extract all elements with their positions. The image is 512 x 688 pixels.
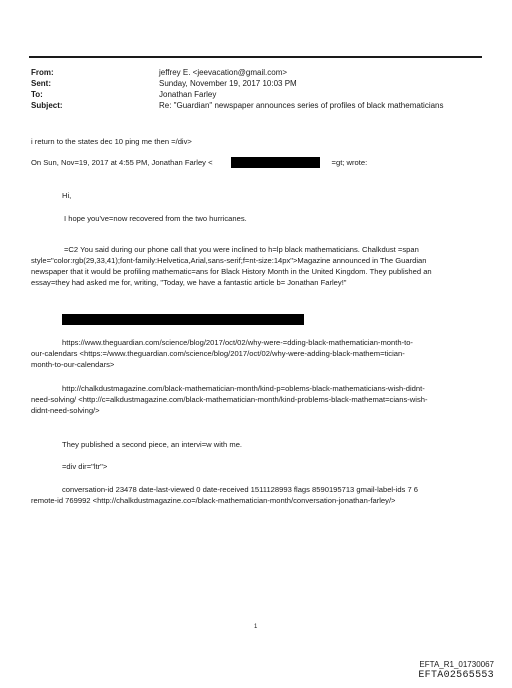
- reply-line: i return to the states dec 10 ping me then =/div>: [31, 137, 192, 146]
- quote-intro-before: On Sun, Nov=19, 2017 at 4:55 PM, Jonathan Farley <: [31, 158, 213, 167]
- header-rule: [29, 56, 482, 58]
- meta-line1: conversation-id 23478 date-last-viewed 0 date-received 1511128993 flags 8590195713 gmail-label-ids 7 6: [62, 485, 419, 494]
- quote-intro-after: =gt; wrote:: [331, 158, 368, 167]
- subject-label: Subject:: [31, 101, 63, 110]
- sent-value: Sunday, November 19, 2017 10:03 PM: [159, 79, 297, 88]
- second-piece-line: They published a second piece, an intervi=w with me.: [62, 440, 243, 449]
- bates-number-small: EFTA_R1_01730067: [419, 660, 494, 669]
- page-number: 1: [254, 624, 258, 630]
- to-value: Jonathan Farley: [159, 90, 217, 99]
- link1-line2[interactable]: our-calendars <https:=/www.theguardian.com/science/blog/2017/oct/02/why-were-adding-black-mathem=tician-: [31, 349, 405, 358]
- greeting: Hi,: [62, 191, 72, 200]
- bates-number-large: EFTA02565553: [418, 670, 494, 681]
- para1-line1: =C2 You said during our phone call that you were inclined to h=lp black mathematicians. Chalkdust =span: [64, 245, 419, 254]
- para1-line3: newspaper that it would be profiling mathematic=ans for Black History Month in the United Kingdom. They published an: [31, 267, 432, 276]
- from-label: From:: [31, 68, 54, 77]
- link2-line2[interactable]: need-solving/ <http://c=alkdustmagazine.com/black-mathematician-month/kind-problems-black-mathemat=cians-wish-: [31, 395, 428, 404]
- redaction-block: [62, 314, 304, 325]
- para1-line2: style="color:rgb(29,33,41);font-family:Helvetica,Arial,sans-serif;f=nt-size:14px">Magazine announced in The Guardian: [31, 256, 427, 265]
- subject-value: Re: "Guardian" newspaper announces series of profiles of black mathematicians: [159, 101, 444, 110]
- from-value: jeffrey E. <jeevacation@gmail.com>: [159, 68, 288, 77]
- link1-line1[interactable]: https://www.theguardian.com/science/blog/2017/oct/02/why-were-=dding-black-mathematician-month-to-: [62, 338, 413, 347]
- to-label: To:: [31, 90, 43, 99]
- meta-line2: remote-id 769992 <http://chalkdustmagazine.co=/black-mathematician-month/conversation-jonathan-farley/>: [31, 496, 396, 505]
- para1-line4: essay=they had asked me for, writing, "Today, we have a fantastic article b= Jonathan Farley!": [31, 278, 347, 287]
- link2-line3[interactable]: didnt-need-solving/>: [31, 406, 100, 415]
- sent-label: Sent:: [31, 79, 51, 88]
- hope-line: I hope you've=now recovered from the two hurricanes.: [64, 214, 247, 223]
- redaction-email: [231, 157, 320, 168]
- link1-line3[interactable]: month-to-our-calendars>: [31, 360, 115, 369]
- div-line: =div dir="ltr">: [62, 462, 108, 471]
- link2-line1[interactable]: http://chalkdustmagazine.com/black-mathematician-month/kind-p=oblems-black-mathematicians-wish-didnt-: [62, 384, 425, 393]
